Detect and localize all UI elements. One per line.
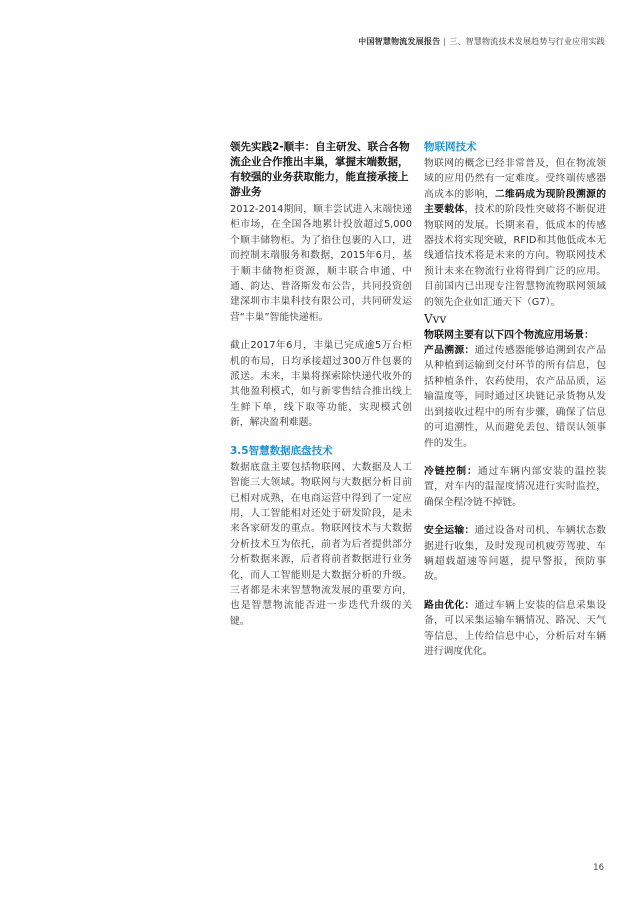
iot-highlight: 二维码成为现阶段溯源的主要载体	[424, 188, 607, 216]
iot-text-before: 物联网的概念已经非常普及，但在物流领域的应用仍然有一定难度。受终端传感器高成本的影响，	[424, 158, 606, 200]
paragraph-gap	[424, 510, 606, 523]
scenario-text: 通过车辆上安装的信息采集设备，可以采集运输车辆情况、路况、天气等信息，上传给信息中心，分析后对车辆进行调度优化。	[424, 599, 607, 657]
paragraph-gap	[230, 431, 412, 444]
scenario-text: 通过车辆内部安装的温控装置，对车内的温湿度情况进行实时监控，确保全程冷链不掉链。	[424, 465, 607, 508]
chapter-title: 三、智慧物流技术发展趋势与行业应用实践	[449, 37, 605, 46]
scenario-term: 安全运输：	[424, 525, 475, 537]
iot-text-after: ，技术的阶段性突破将不断促进物联网的发展。长期来看，低成本的传感器技术将实现突破，RFID和其他低成本无线通信技术将是未来的方向。物联网技术预计未来在物流行业将得到广泛的应用。目前国内已出现专注智慧物流物联网领域的领先企业如汇通天下（G7）。	[424, 204, 607, 308]
scenario-route-optimization	[424, 598, 606, 660]
page-number: 16	[593, 863, 604, 873]
scenario-safe-transport	[424, 523, 606, 585]
scenario-cold-chain	[424, 464, 606, 510]
scenario-term: 产品溯源：	[424, 345, 475, 357]
scenario-term: 路由优化：	[424, 599, 475, 611]
left-column	[230, 140, 412, 629]
scenario-term: 冷链控制：	[424, 465, 478, 477]
scenario-traceability	[424, 343, 606, 451]
iot-paragraph	[424, 156, 606, 310]
header-separator: |	[443, 37, 447, 46]
case-paragraph-2: 截止2017年6月，丰巢已完成逾5万台柜机的布局，日均承接超过300万件包裹的派送。未来，丰巢将探索除快递代收外的其他盈利模式，如与新零售结合推出线上生鲜下单，线下取等功能，实现模式创新，解决盈利难题。	[230, 340, 412, 429]
case-paragraph-1: 2012-2014期间，顺丰尝试进入末端快递柜市场，在全国各地累计投放超过5,000个顺丰储物柜。为了掐住包裹的入口，进而控制末端服务和数据，2015年6月，基于顺丰储物柜资源，顺丰联合申通、中通、韵达、普洛斯发布公告，共同投资创建深圳市丰巢科技有限公司，共同研发运营“丰巢”智能快递柜。	[230, 204, 412, 323]
paragraph-gap	[424, 585, 606, 598]
paragraph-gap	[424, 451, 606, 464]
report-title: 中国智慧物流发展报告	[358, 37, 441, 46]
running-header	[358, 36, 605, 47]
paragraph-gap	[230, 325, 412, 338]
section-title-iot: 物联网技术	[424, 141, 477, 153]
data-platform-paragraph: 数据底盘主要包括物联网、大数据及人工智能三大领域。物联网与大数据分析目前已相对成熟，在电商运营中得到了一定应用，人工智能相对还处于研发阶段，是未来各家研发的重点。物联网技术与大数据分析技术互为依托，前者为后者提供部分分析数据来源，后者将前者数据进行业务化，而人工智能则是大数据分析的升级。三者都是未来智慧物流发展的重要方向，也是智慧物流能否进一步迭代升级的关键。	[230, 461, 412, 627]
scenarios-title: 物联网主要有以下四个物流应用场景：	[424, 330, 594, 342]
case-study-title: 领先实践2-顺丰：自主研发、联合各物流企业合作推出丰巢，掌握末端数据，有较强的业务获取能力，能直接承接上游业务	[230, 141, 410, 198]
right-column	[424, 140, 606, 659]
vvv-text: Vvv	[424, 312, 447, 327]
section-title-data-platform: 3.5智慧数据底盘技术	[230, 444, 333, 457]
scenario-text: 通过设备对司机、车辆状态数据进行收集，及时发现司机疲劳驾驶、车辆超载超速等问题，提早警报，预防事故。	[424, 525, 607, 583]
scenario-text: 通过传感器能够追溯到农产品从种植到运输到交付环节的所有信息，包括种植条件，农药使用，农产品品质，运输温度等，同时通过区块链记录货物从发出到接收过程中的所有步骤，确保了信息的可追溯性，从而避免丢包、错误认领事件的发生。	[424, 345, 607, 449]
